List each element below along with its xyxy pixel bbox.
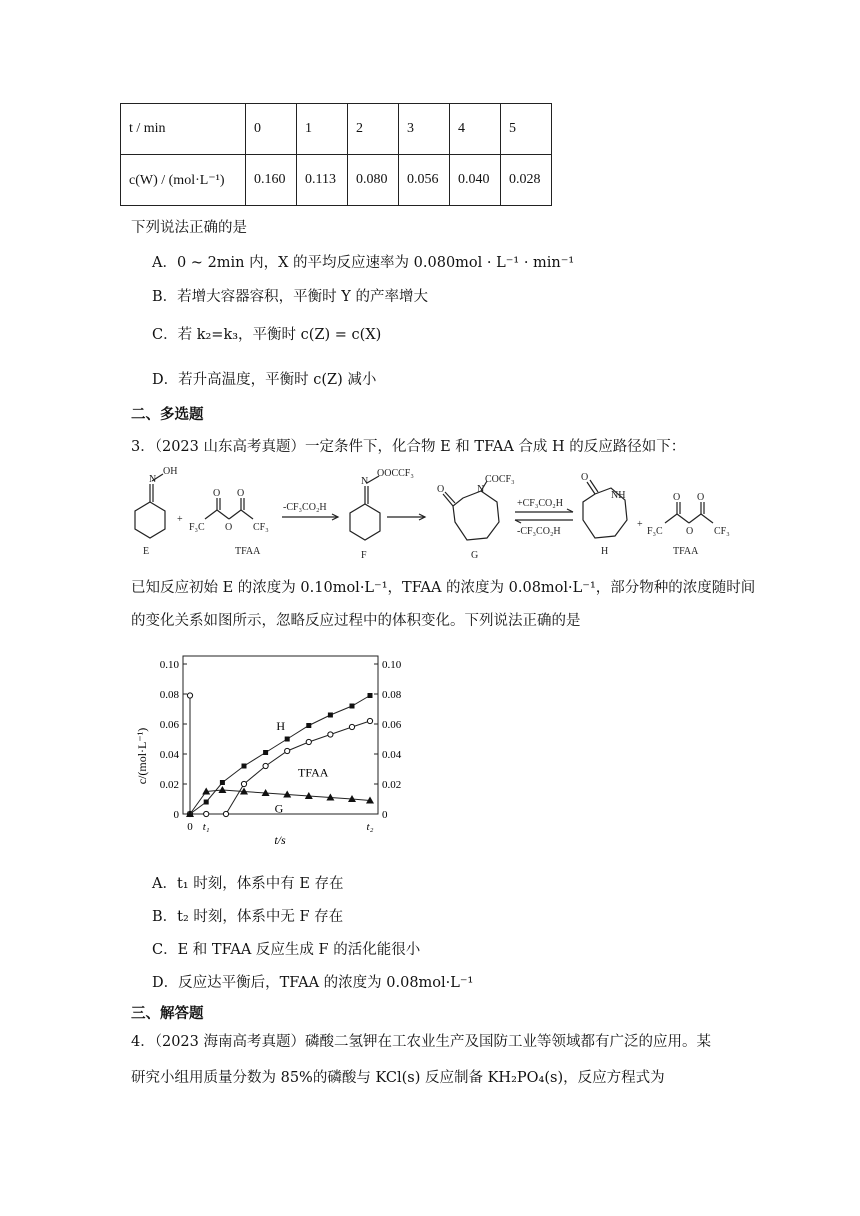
atom-label: CF₃ xyxy=(253,522,269,533)
section-heading-answer: 三、解答题 xyxy=(131,1005,204,1022)
series-line-h xyxy=(190,696,370,815)
atom-label: O xyxy=(697,492,705,503)
table-header-concentration: c(W) / (mol·L⁻¹) xyxy=(121,155,246,206)
y-tick-label: 0.02 xyxy=(382,779,402,791)
table-cell: 0 xyxy=(246,104,297,155)
q4-line-2: 研究小组用质量分数为 85%的磷酸与 KCl(s) 反应制备 KH₂PO₄(s)，反应方程式为 xyxy=(131,1070,665,1086)
q2-option-b: B．若增大容器容积，平衡时 Y 的产率增大 xyxy=(152,289,428,305)
table-row xyxy=(121,104,552,155)
q4-line-1: 4．（2023 海南高考真题）磷酸二氢钾在工农业生产及国防工业等领域都有广泛的应用。某 xyxy=(131,1034,711,1050)
series-label-h: H xyxy=(276,719,286,733)
data-point xyxy=(367,718,372,723)
data-point xyxy=(204,800,209,805)
y-axis-label: c/(mol·L⁻¹) xyxy=(135,727,149,785)
table-cell: 5 xyxy=(501,104,552,155)
series-label-g: G xyxy=(274,801,284,816)
atom-label: CF₃ xyxy=(714,526,730,537)
compound-label-tfaa: TFAA xyxy=(235,546,261,557)
data-point xyxy=(241,781,246,786)
series-line-tfaa xyxy=(190,696,370,815)
table-cell: 0.028 xyxy=(501,155,552,206)
atom-label: N xyxy=(477,484,485,495)
data-point xyxy=(306,723,311,728)
x-axis-label: t/s xyxy=(274,833,286,847)
data-point xyxy=(223,811,228,816)
data-point xyxy=(350,704,355,709)
arrow-label: -CF₃CO₂H xyxy=(517,526,561,537)
table-cell: 1 xyxy=(297,104,348,155)
q2-stem: 下列说法正确的是 xyxy=(131,220,247,236)
data-point xyxy=(263,750,268,755)
q2-option-d: D．若升高温度，平衡时 c(Z) 减小 xyxy=(152,372,377,388)
data-point xyxy=(285,748,290,753)
table-cell: 0.040 xyxy=(450,155,501,206)
table-row xyxy=(121,155,552,206)
q3-line-2: 已知反应初始 E 的浓度为 0.10mol·L⁻¹，TFAA 的浓度为 0.08mol·L⁻¹，部分物种的浓度随时间 xyxy=(131,580,756,596)
arrow-label: -CF₃CO₂H xyxy=(283,502,327,513)
q3-line-3: 的变化关系如图所示，忽略反应过程中的体积变化。下列说法正确的是 xyxy=(131,613,581,629)
atom-label: F₃C xyxy=(647,526,663,537)
data-point xyxy=(306,739,311,744)
section-heading-multi: 二、多选题 xyxy=(131,406,204,423)
q3-option-c: C．E 和 TFAA 反应生成 F 的活化能很小 xyxy=(152,942,421,958)
concentration-time-chart xyxy=(130,648,420,848)
q3-option-d: D．反应达平衡后，TFAA 的浓度为 0.08mol·L⁻¹ xyxy=(152,975,474,991)
table-cell: 0.056 xyxy=(399,155,450,206)
y-tick-label: 0.06 xyxy=(159,719,179,731)
compound-label-tfaa: TFAA xyxy=(673,546,699,557)
table-cell: 0.160 xyxy=(246,155,297,206)
y-tick-label: 0.10 xyxy=(159,659,179,671)
atom-label: N xyxy=(361,476,369,487)
table-cell: 3 xyxy=(399,104,450,155)
table-header-time: t / min xyxy=(121,104,246,155)
data-point xyxy=(263,763,268,768)
data-point xyxy=(220,780,225,785)
atom-label: O xyxy=(673,492,681,503)
atom-label: O xyxy=(581,472,589,483)
y-tick-label: 0.10 xyxy=(382,659,402,671)
y-tick-label: 0.08 xyxy=(159,689,179,701)
compound-label-g: G xyxy=(471,550,479,561)
q2-option-c: C．若 k₂=k₃，平衡时 c(Z) = c(X) xyxy=(152,327,382,343)
data-point xyxy=(187,693,192,698)
atom-label: N xyxy=(149,474,157,485)
arrow-label: +CF₃CO₂H xyxy=(517,498,563,509)
x-tick-label: t₂ xyxy=(366,821,374,833)
atom-label: O xyxy=(437,484,445,495)
q3-option-a: A．t₁ 时刻，体系中有 E 存在 xyxy=(152,876,344,892)
atom-label: O xyxy=(237,488,245,499)
atom-label: NH xyxy=(611,490,626,501)
table-cell: 0.080 xyxy=(348,155,399,206)
table-cell: 2 xyxy=(348,104,399,155)
x-tick-label: t₁ xyxy=(202,821,210,833)
compound-label-f: F xyxy=(361,550,367,561)
y-tick-label: 0.06 xyxy=(382,719,402,731)
data-point xyxy=(349,724,354,729)
data-point xyxy=(242,764,247,769)
series-label-tfaa: TFAA xyxy=(298,765,329,780)
atom-label: F₃C xyxy=(189,522,205,533)
y-tick-label: 0.02 xyxy=(159,779,179,791)
y-tick-label: 0.08 xyxy=(382,689,402,701)
atom-label: OOCCF₃ xyxy=(377,468,414,479)
data-point xyxy=(328,732,333,737)
compound-label-e: E xyxy=(143,546,150,557)
q2-option-a: A．0 ~ 2min 内，X 的平均反应速率为 0.080mol · L⁻¹ · min⁻¹ xyxy=(152,255,575,271)
y-tick-label: 0.04 xyxy=(382,749,402,761)
table-cell: 4 xyxy=(450,104,501,155)
y-tick-label: 0.04 xyxy=(159,749,179,761)
plot-frame xyxy=(183,656,378,814)
atom-label: O xyxy=(213,488,221,499)
q3-intro: 3．（2023 山东高考真题）一定条件下，化合物 E 和 TFAA 合成 H 的反应路径如下： xyxy=(131,439,686,455)
plus-sign: + xyxy=(637,519,643,530)
y-tick-label: 0 xyxy=(173,809,179,821)
q3-option-b: B．t₂ 时刻，体系中无 F 存在 xyxy=(152,909,344,925)
compound-label-h: H xyxy=(601,546,609,557)
atom-label: OH xyxy=(163,466,178,477)
atom-label: COCF₃ xyxy=(485,474,515,485)
concentration-table xyxy=(120,103,552,206)
data-point xyxy=(368,693,373,698)
x-tick-label: 0 xyxy=(187,821,193,833)
y-tick-label: 0 xyxy=(382,809,388,821)
atom-label: O xyxy=(225,522,233,533)
data-point xyxy=(204,811,209,816)
atom-label: O xyxy=(686,526,694,537)
table-cell: 0.113 xyxy=(297,155,348,206)
reaction-scheme xyxy=(125,462,745,564)
data-point xyxy=(218,786,226,793)
plus-sign: + xyxy=(177,514,183,525)
data-point xyxy=(328,713,333,718)
data-point xyxy=(285,737,290,742)
